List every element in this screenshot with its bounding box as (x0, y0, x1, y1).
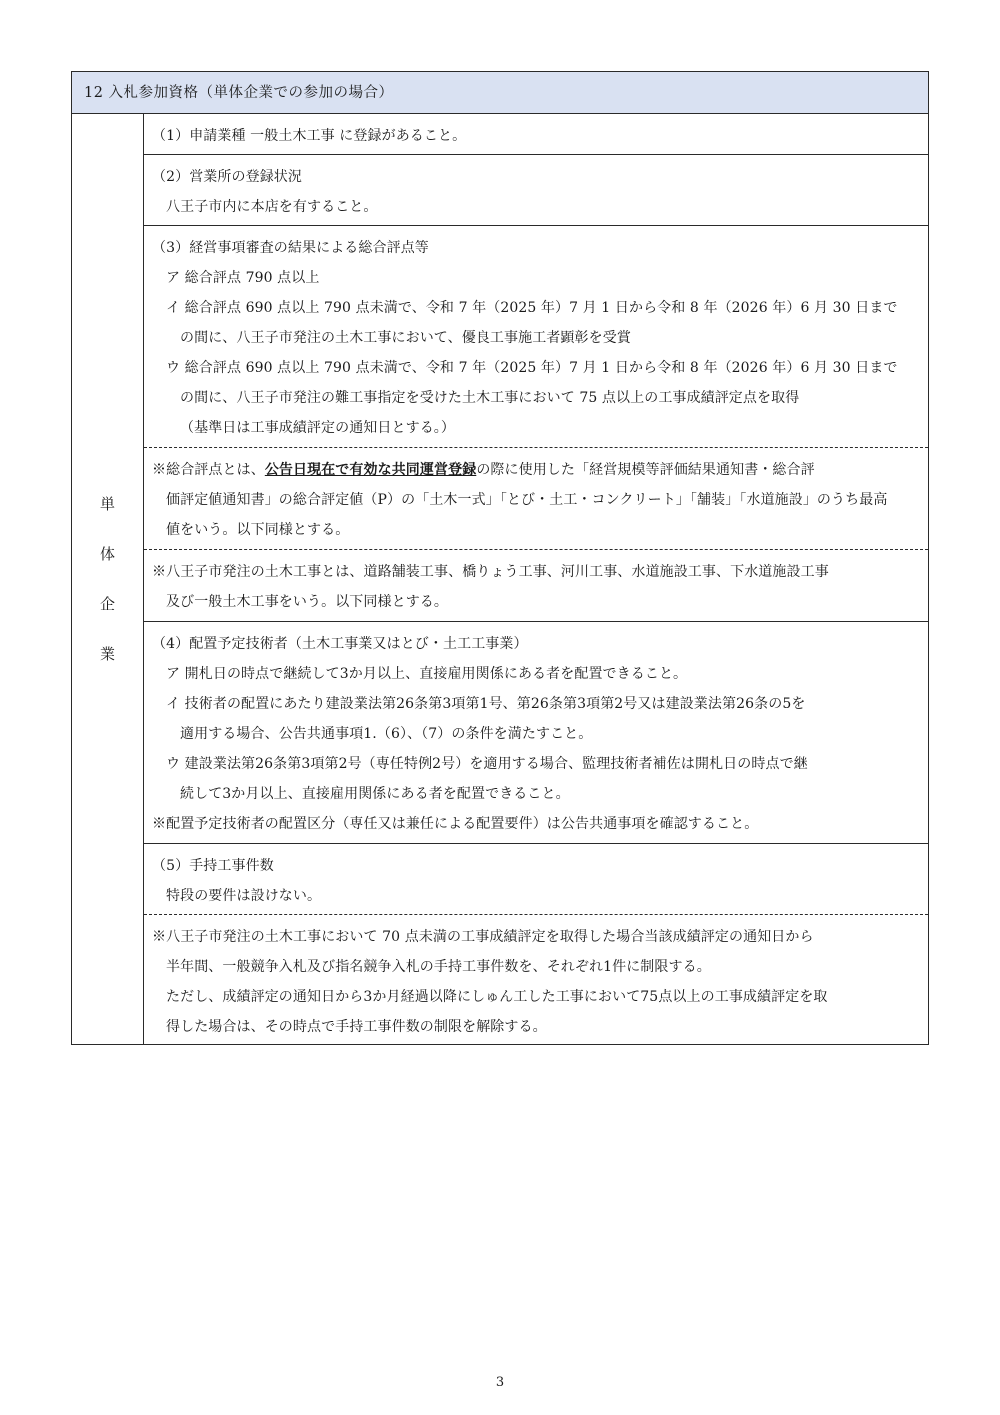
requirements-content (144, 114, 928, 1044)
section-4-engineer: （4）配置予定技術者（土木工事業又はとび・土工工事業） ア 開札日の時点で継続して3か月以上、直接雇用関係にある者を配置できること。 イ 技術者の配置にあたり建設業法第26条第3項第1号、第26条第3項第2号又は建設業法第26条の5を 適用する場合、公告共通事項1.（6）、（7）の条件を満たすこと。 ウ 建設業法第26条第3項第2号（専任特例2号）を適用する場合、監理技術者補佐は開札日の時点で継 続して3か月以上、直接雇用関係にある者を配置できること。 ※配置予定技術者の配置区分（専任又は兼任による配置要件）は公告共通事項を確認すること。 (144, 621, 928, 843)
side-char: 単 (99, 495, 115, 513)
table-body (72, 114, 928, 1044)
side-char: 業 (99, 645, 115, 663)
qualification-table (71, 71, 929, 1045)
single-company-label (72, 114, 144, 1044)
section-1-business-type: （1）申請業種 一般土木工事 に登録があること。 (152, 128, 467, 144)
page-number: 3 (495, 1375, 505, 1390)
underlined-term: 公告日現在で有効な共同運営登録 (264, 462, 477, 478)
section-5-ongoing-works: （5）手持工事件数 特段の要件は設けない。 (144, 843, 928, 914)
note-total-score: ※総合評点とは、公告日現在で有効な共同運営登録の際に使用した「経営規模等評価結果通知書・総合評 価評定値通知書」の総合評定値（P）の「土木一式」「とび・土工・コンクリート」「舗装」「水道施設」のうち最高 値をいう。以下同様とする。 (144, 447, 928, 549)
side-char: 体 (99, 545, 115, 563)
section-2-office-status: （2）営業所の登録状況 八王子市内に本店を有すること。 (144, 154, 928, 225)
note-civil-works: ※八王子市発注の土木工事とは、道路舗装工事、橋りょう工事、河川工事、水道施設工事、下水道施設工事 及び一般土木工事をいう。以下同様とする。 (144, 549, 928, 621)
side-char: 企 (99, 595, 115, 613)
note-ongoing-works-limit: ※八王子市発注の土木工事において 70 点未満の工事成績評定を取得した場合当該成績評定の通知日から 半年間、一般競争入札及び指名競争入札の手持工事件数を、それぞれ1件に制限する。 ただし、成績評定の通知日から3か月経過以降にしゅん工した工事において75点以上の工事成績評定を取 得した場合は、その時点で手持工事件数の制限を解除する。 (144, 914, 928, 1044)
section-3-evaluation-score: （3）経営事項審査の結果による総合評点等 ア 総合評点 790 点以上 イ 総合評点 690 点以上 790 点未満で、令和 7 年（2025 年）7 月 1 日から令和 8 年（2026 年）6 月 30 日まで の間に、八王子市発注の土木工事において、優良工事施工者顕彰を受賞 ウ 総合評点 690 点以上 790 点未満で、令和 7 年（2025 年）7 月 1 日から令和 8 年（2026 年）6 月 30 日まで の間に、八王子市発注の難工事指定を受けた土木工事において 75 点以上の工事成績評定点を取得 （基準日は工事成績評定の通知日とする。） (144, 225, 928, 447)
section-header: 12 入札参加資格（単体企業での参加の場合） (72, 72, 928, 114)
